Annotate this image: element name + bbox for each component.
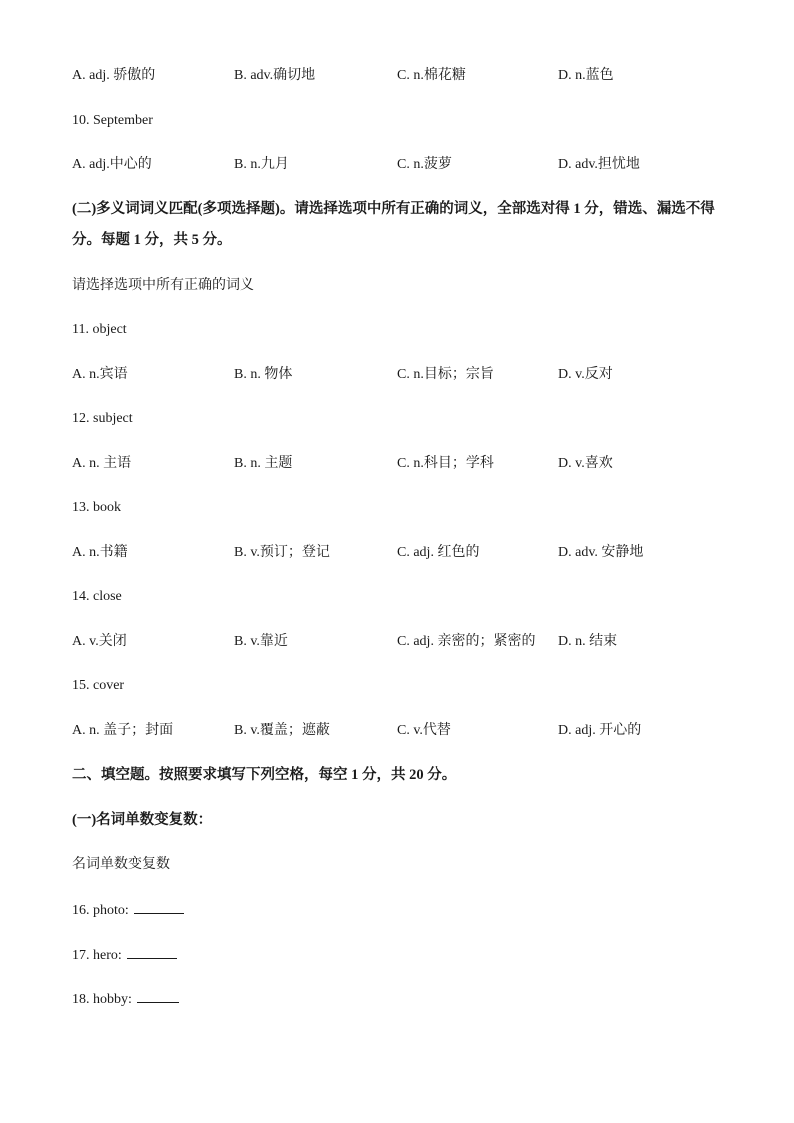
- option-a: A. adj. 骄傲的: [72, 68, 156, 83]
- option-d: D. v.反对: [558, 367, 613, 382]
- option-d: D. n.蓝色: [558, 68, 614, 83]
- section-2-heading: (二)多义词词义匹配(多项选择题)。请选择选项中所有正确的词义，全部选对得 1 分，错选、漏选不得分。每题 1 分，共 5 分。: [72, 201, 715, 248]
- option-c: C. adj. 亲密的；紧密的: [397, 634, 536, 649]
- question-15-stem: 15. cover: [72, 678, 125, 693]
- question-11-options: [72, 365, 732, 385]
- part-2-heading: 二、填空题。按照要求填写下列空格，每空 1 分，共 20 分。: [72, 767, 457, 783]
- option-d: D. adv.担忧地: [558, 157, 640, 172]
- option-d: D. v.喜欢: [558, 456, 613, 471]
- option-b: B. v.靠近: [234, 634, 288, 649]
- question-17: [72, 945, 177, 966]
- question-17-stem: 17. hero:: [72, 948, 122, 963]
- question-18-answer-blank[interactable]: [137, 989, 179, 1003]
- option-c: C. n.目标；宗旨: [397, 367, 494, 382]
- option-c: C. n.菠萝: [397, 157, 452, 172]
- option-a: A. n. 主语: [72, 456, 132, 471]
- option-d: D. adv. 安静地: [558, 545, 644, 560]
- question-12-options: [72, 454, 732, 474]
- option-a: A. n.宾语: [72, 367, 128, 382]
- option-d: D. n. 结束: [558, 634, 618, 649]
- question-10-stem: 10. September: [72, 113, 153, 128]
- option-d: D. adj. 开心的: [558, 723, 642, 738]
- option-a: A. adj.中心的: [72, 157, 152, 172]
- option-c: C. v.代替: [397, 723, 451, 738]
- question-10-options: [72, 155, 732, 175]
- part-2-sub-heading: (一)名词单数变复数：: [72, 812, 213, 828]
- question-14-stem: 14. close: [72, 589, 122, 604]
- question-17-answer-blank[interactable]: [127, 945, 177, 959]
- question-16-answer-blank[interactable]: [134, 900, 184, 914]
- option-b: B. v.预订；登记: [234, 545, 330, 560]
- option-a: A. n. 盖子；封面: [72, 723, 174, 738]
- question-16: [72, 900, 184, 921]
- option-b: B. adv.确切地: [234, 68, 316, 83]
- question-16-stem: 16. photo:: [72, 903, 129, 918]
- question-12-stem: 12. subject: [72, 411, 133, 426]
- option-c: C. adj. 红色的: [397, 545, 480, 560]
- question-13-stem: 13. book: [72, 500, 121, 515]
- option-c: C. n.棉花糖: [397, 68, 466, 83]
- option-a: A. n.书籍: [72, 545, 128, 560]
- question-18-stem: 18. hobby:: [72, 992, 132, 1007]
- option-a: A. v.关闭: [72, 634, 127, 649]
- question-15-options: [72, 721, 732, 741]
- section-2-instruction: 请选择选项中所有正确的词义: [72, 278, 254, 293]
- option-b: B. n. 主题: [234, 456, 293, 471]
- options-row: [72, 66, 732, 86]
- question-14-options: [72, 632, 732, 652]
- question-18: [72, 989, 179, 1010]
- option-b: B. n.九月: [234, 157, 289, 172]
- option-b: B. n. 物体: [234, 367, 293, 382]
- question-11-stem: 11. object: [72, 322, 127, 337]
- question-13-options: [72, 543, 732, 563]
- option-c: C. n.科目；学科: [397, 456, 494, 471]
- option-b: B. v.覆盖；遮蔽: [234, 723, 330, 738]
- part-2-instruction: 名词单数变复数: [72, 857, 170, 872]
